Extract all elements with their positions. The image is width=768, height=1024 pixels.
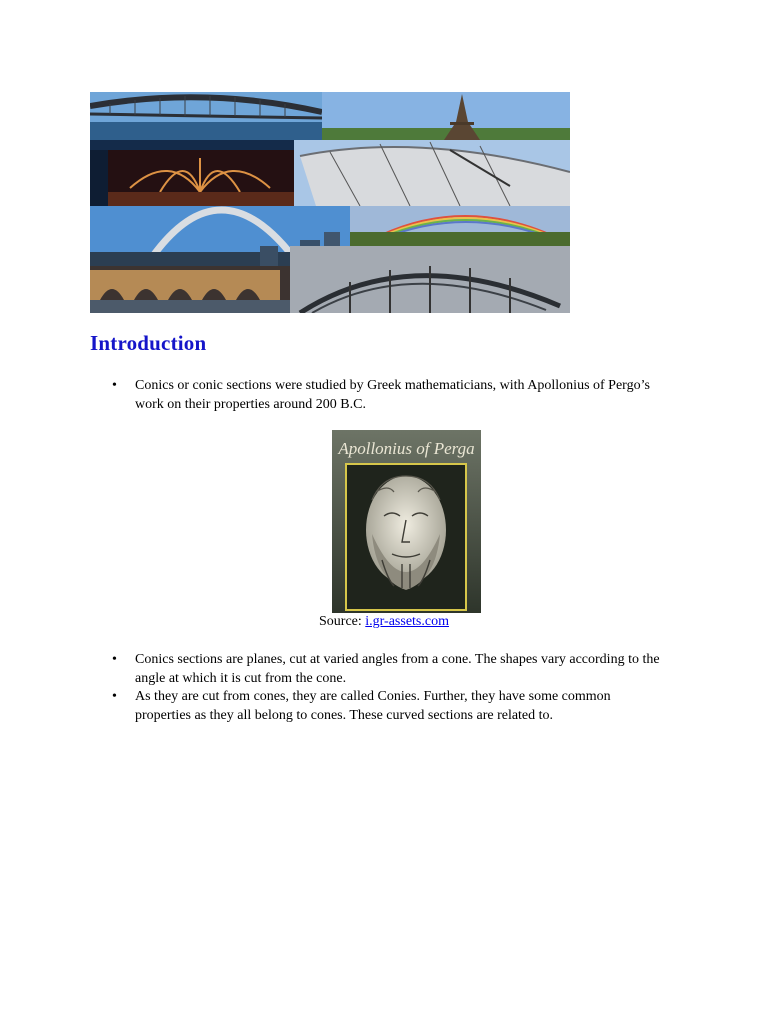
list-item xyxy=(90,377,670,414)
bullet-icon: • xyxy=(112,689,117,704)
apollonius-portrait-image xyxy=(332,430,481,613)
section-heading: Introduction xyxy=(90,331,207,355)
list-item-text: As they are cut from cones, they are called Conies. Further, they have some common properties as they all belong to cones. These curved sections are related to. xyxy=(135,689,611,723)
bullet-list-bottom xyxy=(90,651,670,725)
list-item xyxy=(90,651,670,688)
list-item xyxy=(90,688,670,725)
list-item-text: Conics sections are planes, cut at varied angles from a cone. The shapes vary according to the angle at which it is cut from the cone. xyxy=(135,652,660,686)
list-item-text: Conics or conic sections were studied by Greek mathematicians, with Apollonius of Pergo’s work on their properties around 200 B.C. xyxy=(135,378,650,412)
bullet-icon: • xyxy=(112,652,117,667)
bullet-icon: • xyxy=(112,378,117,393)
bullet-list-top xyxy=(90,377,670,414)
portrait-graphic xyxy=(332,430,481,613)
collage-graphic xyxy=(90,92,570,313)
portrait-title: Apollonius of Perga xyxy=(338,439,475,458)
caption-prefix: Source: xyxy=(319,614,366,629)
figure-caption xyxy=(0,614,768,630)
hero-collage-image xyxy=(90,92,570,313)
source-link[interactable]: i.gr-assets.com xyxy=(365,614,449,629)
